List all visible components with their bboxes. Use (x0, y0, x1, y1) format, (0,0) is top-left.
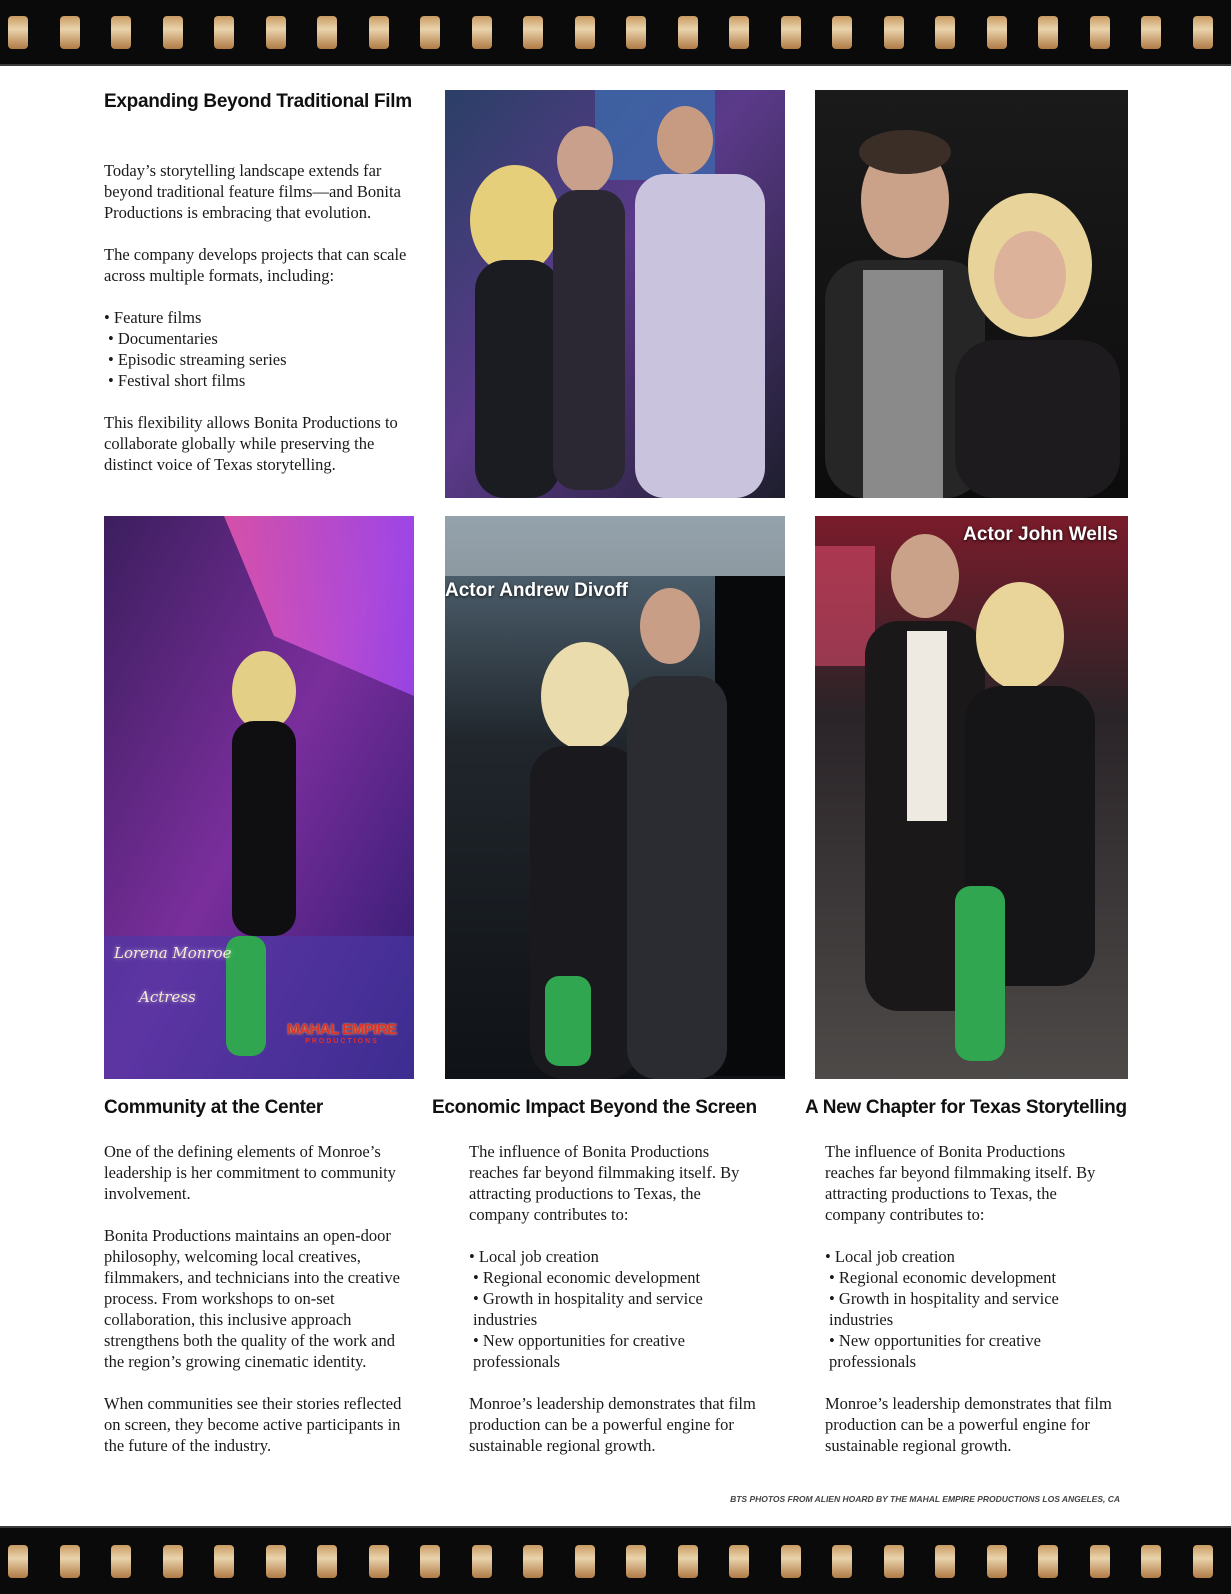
film-perforation (729, 16, 749, 49)
expanding-paragraph-2: The company develops projects that can scale across multiple formats, including: (104, 245, 407, 285)
community-paragraph-2: Bonita Productions maintains an open-door philosophy, welcoming local creatives, filmmakers, and technicians into the creative process. From workshops to on-set collaboration, this inclusive approach strengthens both the quality of the work and the region’s growing cinematic identity. (104, 1226, 400, 1371)
film-perforation (8, 16, 28, 49)
film-perforation (1141, 1545, 1161, 1578)
economic-paragraph-1: The influence of Bonita Productions reaches far beyond filmmaking itself. By attracting productions to Texas, the company contributes to: (469, 1142, 740, 1224)
photo-duo-portrait (815, 90, 1128, 498)
film-perforation (317, 16, 337, 49)
film-perforation (729, 1545, 749, 1578)
list-item: • Festival short films (108, 371, 246, 390)
list-item: • Local job creation (825, 1247, 955, 1266)
expanding-heading: Expanding Beyond Traditional Film (104, 91, 412, 112)
film-perforation (1090, 1545, 1110, 1578)
logo-sub-text: PRODUCTIONS (305, 1038, 379, 1045)
film-perforation (163, 1545, 183, 1578)
community-heading: Community at the Center (104, 1097, 324, 1118)
photo-andrew-divoff (445, 516, 785, 1079)
film-strip-bottom (0, 1528, 1231, 1594)
photo-credit: BTS PHOTOS FROM ALIEN HOARD BY THE MAHAL EMPIRE PRODUCTIONS LOS ANGELES, CA (730, 1494, 1120, 1504)
film-perforation (1090, 16, 1110, 49)
film-strip-top (0, 0, 1231, 64)
expanding-text (104, 160, 414, 496)
photo-actress-stage (104, 516, 414, 1079)
logo-main-text: MAHAL EMPIRE (287, 1021, 397, 1038)
list-item: • Growth in hospitality and service industries (473, 1289, 703, 1329)
film-perforation (678, 1545, 698, 1578)
film-perforation (884, 16, 904, 49)
film-perforation (111, 1545, 131, 1578)
film-perforation (266, 1545, 286, 1578)
list-item: • Local job creation (469, 1247, 599, 1266)
community-paragraph-1: One of the defining elements of Monroe’s leadership is her commitment to community involvement. (104, 1142, 396, 1203)
film-perforation (266, 16, 286, 49)
film-perforation (60, 1545, 80, 1578)
film-perforation (111, 16, 131, 49)
film-perforation (781, 1545, 801, 1578)
photo-john-wells (815, 516, 1128, 1079)
economic-heading: Economic Impact Beyond the Screen (432, 1097, 757, 1118)
economic-paragraph-2: Monroe’s leadership demonstrates that film production can be a powerful engine for sustainable regional growth. (469, 1394, 756, 1455)
economic-impact-list (469, 1246, 759, 1372)
list-item: • Regional economic development (473, 1268, 701, 1287)
film-strip-top-edge (0, 64, 1231, 66)
signature-role: Actress (139, 988, 196, 1006)
film-perforation (214, 1545, 234, 1578)
chapter-paragraph-2: Monroe’s leadership demonstrates that film production can be a powerful engine for sustainable regional growth. (825, 1394, 1112, 1455)
film-perforation (369, 1545, 389, 1578)
chapter-heading: A New Chapter for Texas Storytelling (805, 1097, 1127, 1118)
film-perforation (472, 1545, 492, 1578)
chapter-impact-list (825, 1246, 1115, 1372)
list-item: • New opportunities for creative professionals (473, 1331, 685, 1371)
film-perforation (832, 1545, 852, 1578)
film-perforation (214, 16, 234, 49)
film-perforation (1193, 16, 1213, 49)
mahal-empire-logo (280, 1021, 404, 1045)
expanding-paragraph-1: Today’s storytelling landscape extends far beyond traditional feature films—and Bonita Productions is embracing that evolution. (104, 161, 401, 222)
film-perforation (987, 16, 1007, 49)
community-paragraph-3: When communities see their stories reflected on screen, they become active participants in the future of the industry. (104, 1394, 402, 1455)
format-list (104, 307, 414, 391)
film-perforation (1038, 16, 1058, 49)
list-item: • Documentaries (108, 329, 218, 348)
film-perforation (935, 16, 955, 49)
film-perforation (1193, 1545, 1213, 1578)
film-perforation (163, 16, 183, 49)
list-item: • Regional economic development (829, 1268, 1057, 1287)
community-text (104, 1141, 419, 1477)
film-perforation (420, 1545, 440, 1578)
film-perforation (523, 16, 543, 49)
film-perforation (575, 1545, 595, 1578)
film-perforation (626, 16, 646, 49)
film-perforation (884, 1545, 904, 1578)
film-perforation (420, 16, 440, 49)
film-perforation (678, 16, 698, 49)
list-item: • Episodic streaming series (108, 350, 287, 369)
economic-text (469, 1141, 759, 1477)
signature-name: Lorena Monroe (114, 944, 232, 962)
andrew-divoff-caption: Actor Andrew Divoff (445, 580, 628, 601)
film-perforation (523, 1545, 543, 1578)
list-item: • Growth in hospitality and service industries (829, 1289, 1059, 1329)
film-perforation (369, 16, 389, 49)
film-perforation (987, 1545, 1007, 1578)
film-perforation (317, 1545, 337, 1578)
john-wells-caption: Actor John Wells (963, 524, 1118, 545)
film-perforation (575, 16, 595, 49)
expanding-paragraph-3: This flexibility allows Bonita Productions to collaborate globally while preserving the distinct voice of Texas storytelling. (104, 413, 398, 474)
film-perforation (8, 1545, 28, 1578)
chapter-paragraph-1: The influence of Bonita Productions reaches far beyond filmmaking itself. By attracting productions to Texas, the company contributes to: (825, 1142, 1096, 1224)
film-perforation (1038, 1545, 1058, 1578)
list-item: • New opportunities for creative professionals (829, 1331, 1041, 1371)
film-perforation (1141, 16, 1161, 49)
photo-trio-on-set (445, 90, 785, 498)
film-perforation (832, 16, 852, 49)
film-perforation (626, 1545, 646, 1578)
film-perforation (781, 16, 801, 49)
film-perforation (935, 1545, 955, 1578)
list-item: • Feature films (104, 308, 202, 327)
chapter-text (825, 1141, 1115, 1477)
film-perforation (60, 16, 80, 49)
film-perforation (472, 16, 492, 49)
